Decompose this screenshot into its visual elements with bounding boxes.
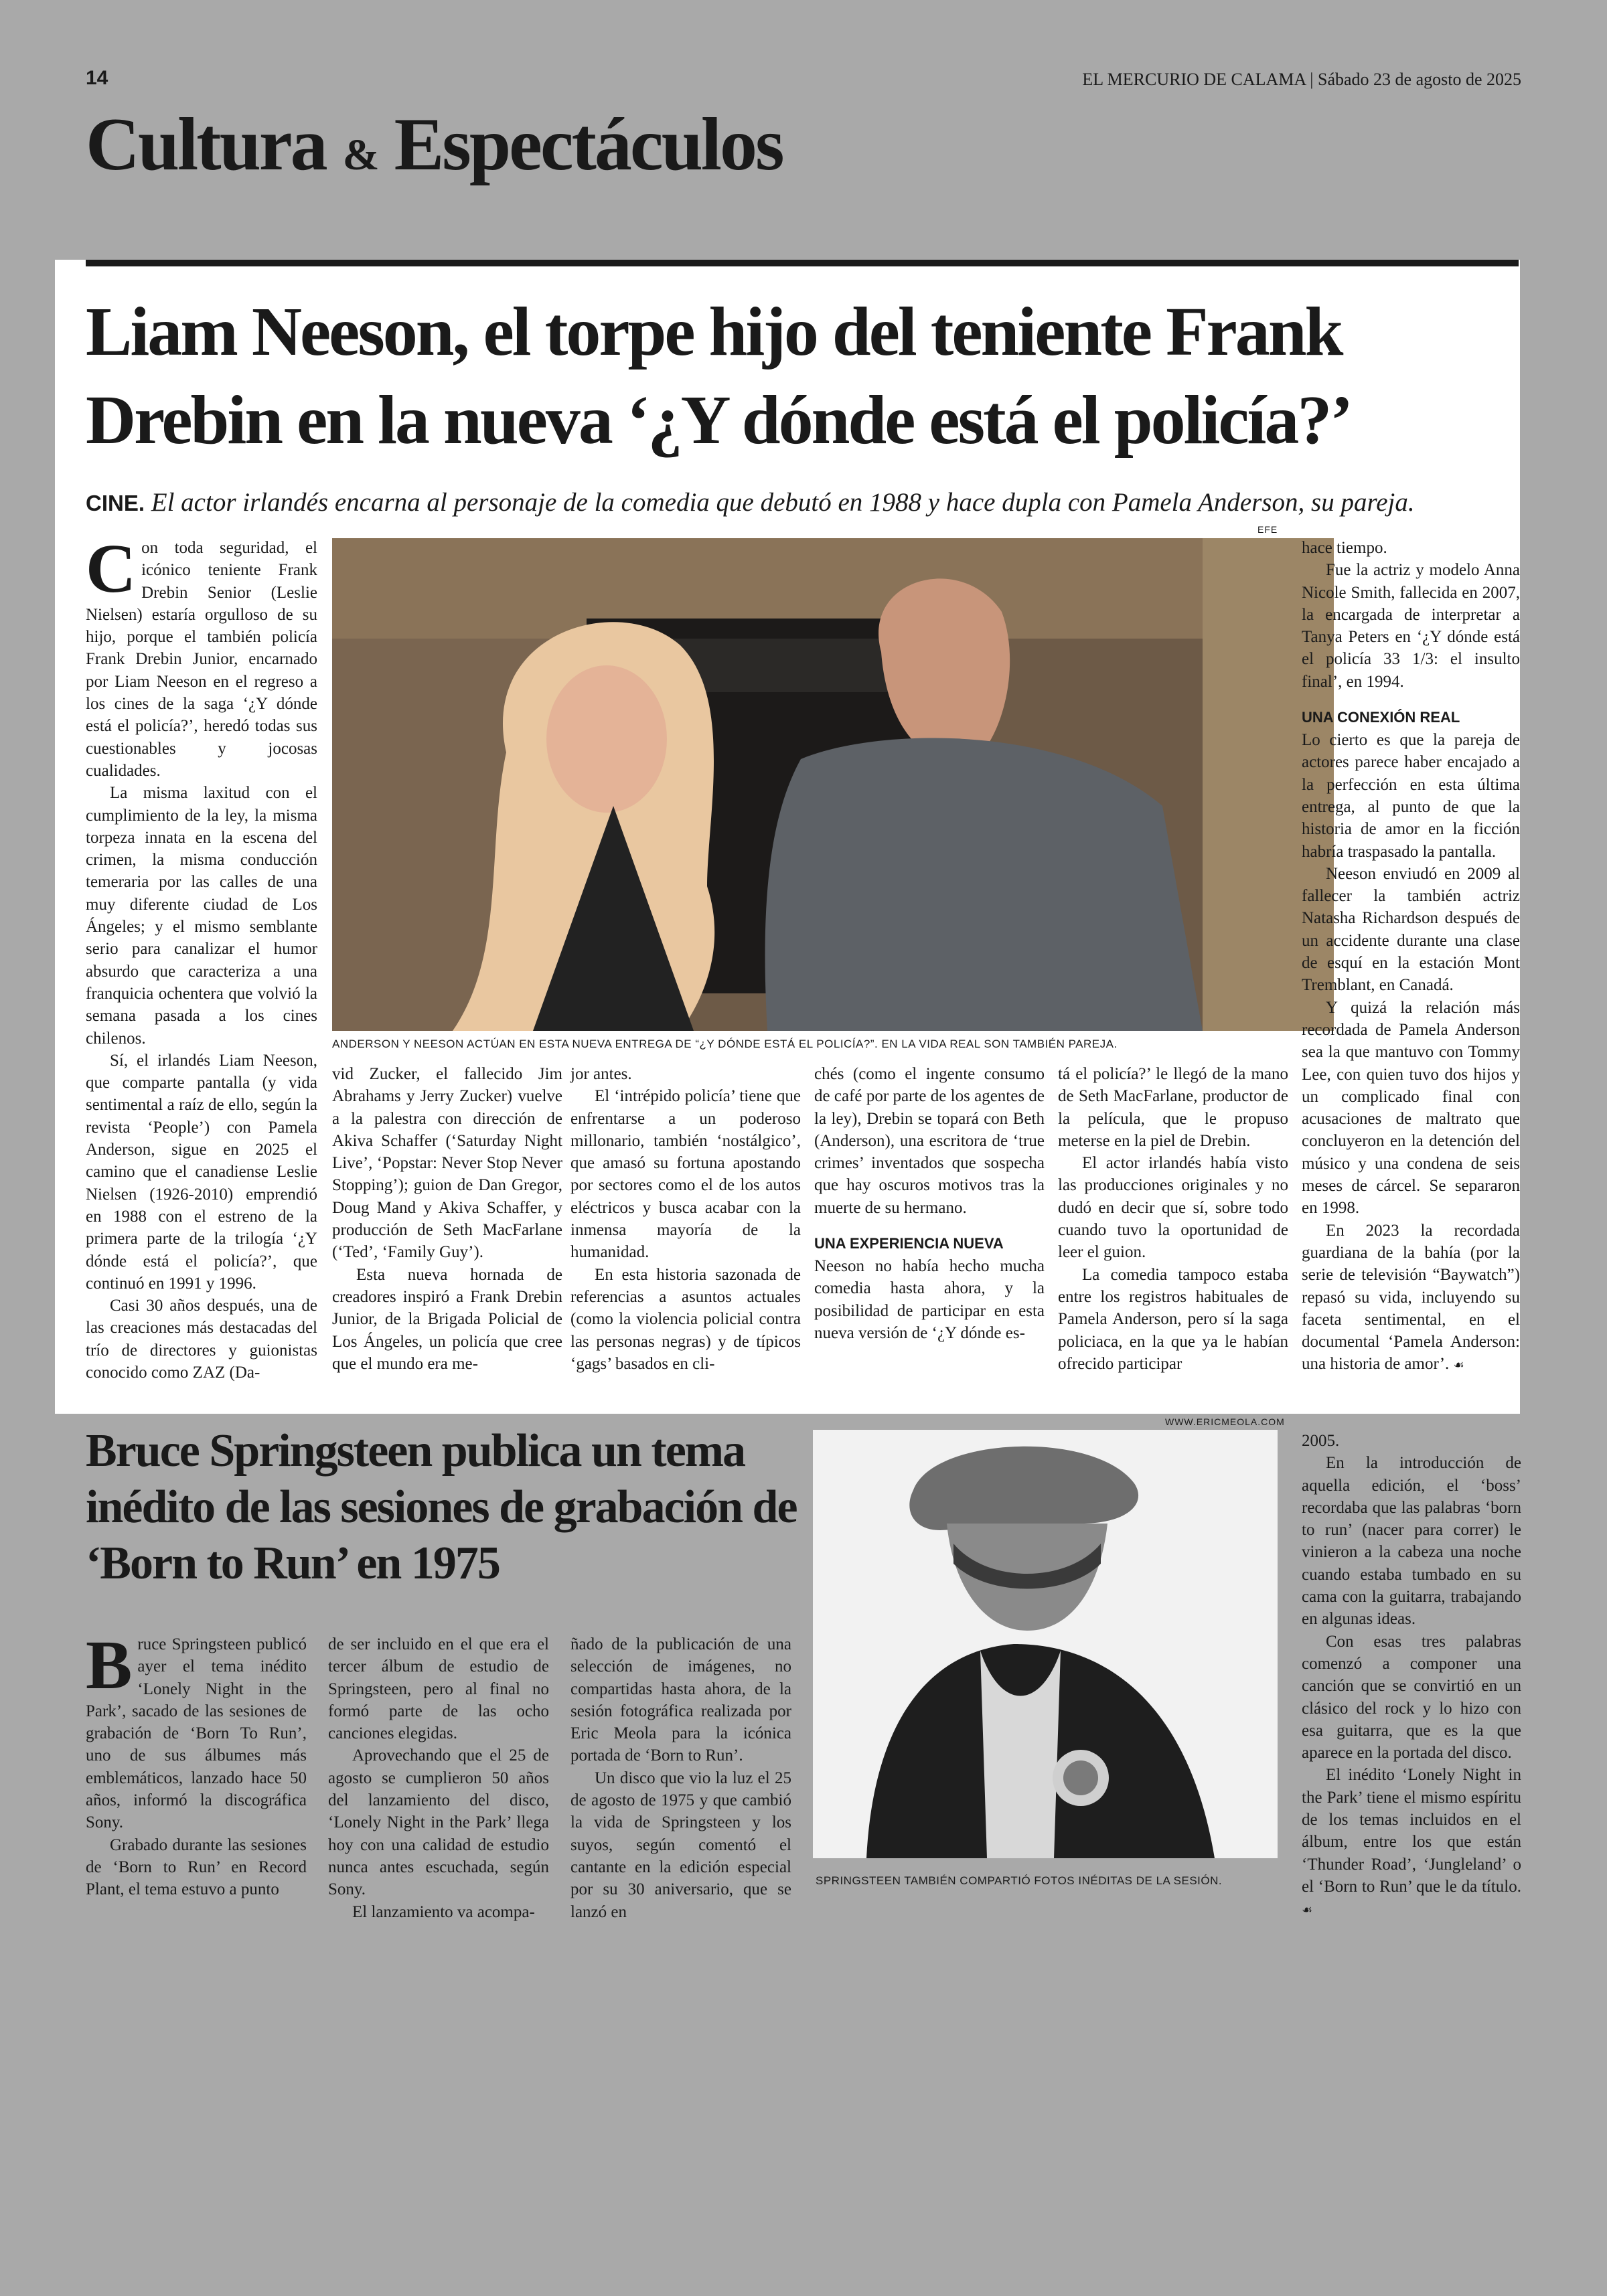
paragraph: El ‘intrépido policía’ tiene que enfrentarse a un poderoso millonario, también ‘nostálgico’, que amasó su fortuna apostando por sectores como el de los autos eléctricos y busca acabar con la inmensa mayoría de la humanidad. [570,1087,801,1262]
paragraph-text: En 2023 la recordada guardiana de la bahía (por la serie de televisión “Baywatch”) repasó su vida, incluyendo su faceta sentimental, en el documental ‘Pamela Anderson: una historia de amor’. [1302,1221,1520,1374]
photo-illustration [813,1430,1278,1858]
paragraph: vid Zucker, el fallecido Jim Abrahams y Jerry Zucker) vuelve a la palestra con dirección de Akiva Schaffer (‘Saturday Night Live’, ‘Popstar: Never Stop Never Stopping’); guion de Dan Gregor, Doug Mand y Akiva Schaffer, y producción de Seth MacFarlane (‘Ted’, ‘Family Guy’). [332,1065,562,1262]
section-title-a: Cultura [86,103,326,186]
headline-neeson: Liam Neeson, el torpe hijo del teniente Frank Drebin en la nueva ‘¿Y dónde está el policía?’ [86,293,1352,459]
section-title-b: Espectáculos [394,103,783,186]
paragraph: Sí, el irlandés Liam Neeson, que comparte pantalla (y vida sentimental a raíz de ello, según la revista ‘People’) con Pamela Anderson, sigue en 2025 el camino que el canadiense Leslie Nielsen (1926-2010) emprendió en 1988 con el estreno de la primera parte de la trilogía ‘¿Y dónde está el policía?’, que continuó en 1991 y 1996. [86,1051,317,1293]
subhead-text: El actor irlandés encarna al personaje de la comedia que debutó en 1988 y hace dupla con Pamela Anderson, su pareja. [151,488,1415,517]
paragraph: tá el policía?’ le llegó de la mano de Seth MacFarlane, productor de la película, que le propuso meterse en la piel de Drebin. [1058,1065,1288,1150]
paragraph: La misma laxitud con el cumplimiento de la ley, la misma torpeza innata en la escena del crimen, la misma conducción temeraria por las calles de una muy diferente ciudad de Los Ángeles; y el mismo semblante serio para canalizar el humor absurdo que caracteriza a una franquicia ochentera que volvió la semana pasada a los cines chilenos. [86,784,317,1048]
paragraph: El lanzamiento va acompa- [352,1902,535,1921]
section-title-amp: & [342,131,378,179]
photo-anderson-neeson [332,538,1334,1031]
photo-caption-neeson: ANDERSON Y NEESON ACTÚAN EN ESTA NUEVA ENTREGA DE “¿Y DÓNDE ESTÁ EL POLICÍA?”. EN LA VIDA REAL SON TAMBIÉN PAREJA. [332,1038,1118,1050]
paragraph: En la introducción de aquella edición, el ‘boss’ recordaba que las palabras ‘born to run’ (nacer para correr) le vinieron a la cabeza una noche cuando estaba tumbado en su cama con la guitarra, trabajando en algunas ideas. [1302,1454,1521,1629]
section-title [86,103,783,186]
paragraph: Grabado durante las sesiones de ‘Born to Run’ en Record Plant, el tema estuvo a punto [86,1835,307,1899]
paragraph: Esta nueva hornada de creadores inspiró a Frank Drebin Junior, de la Brigada Policial de Los Ángeles, un policía que cree que el mundo era me- [332,1265,562,1373]
page-number: 14 [86,67,108,89]
photo-credit-meola: WWW.ERICMEOLA.COM [1165,1416,1285,1427]
end-mark: ☙ [1453,1358,1464,1373]
paragraph: on toda seguridad, el icónico teniente Frank Drebin Senior (Leslie Nielsen) estaría orgulloso de su hijo, porque el también policía Frank Drebin Junior, encarnado por Liam Neeson en el regreso a los cines de la saga ‘¿Y dónde está el policía?’, heredó todas sus cuestionables y jocosas cualidades. [86,539,317,780]
subheading: UNA EXPERIENCIA NUEVA [814,1235,1004,1252]
photo-caption-springsteen: SPRINGSTEEN TAMBIÉN COMPARTIÓ FOTOS INÉDITAS DE LA SESIÓN. [816,1874,1223,1887]
article1-column-3 [570,1063,801,1375]
paragraph-text: El inédito ‘Lonely Night in the Park’ tiene el mismo espíritu de los temas incluidos en el álbum, entre los que están ‘Thunder Road’, ‘Jungleland’ o el ‘Born to Run’ que le da título. [1302,1766,1521,1896]
photo-illustration [332,538,1334,1031]
paragraph: Con esas tres palabras comenzó a componer una canción que se convirtió en un clásico del rock y lo hizo con esa guitarra, que es la que aparece en la portada del disco. [1302,1632,1521,1762]
subheading: UNA CONEXIÓN REAL [1302,709,1460,726]
dropcap: C [86,530,137,607]
paragraph: El actor irlandés había visto las producciones originales y no dudó en decir que sí, sobre todo cuando tuvo la oportunidad de leer el guion. [1058,1154,1288,1262]
photo-credit-efe: EFE [1257,524,1278,535]
paragraph: ruce Springsteen publicó ayer el tema inédito ‘Lonely Night in the Park’, sacado de las sesiones de grabación de ‘Born To Run’, uno de sus álbumes más emblemáticos, lanzado hace 50 años, informó la discográfica Sony. [86,1635,307,1832]
paragraph: jor antes. [570,1065,632,1083]
article2-column-3 [570,1633,791,1923]
article-neeson [55,260,1520,1414]
article1-column-1 [86,530,317,1384]
paragraph: Neeson enviudó en 2009 al fallecer la también actriz Natasha Richardson después de un accidente durante una clase de esquí en la estación Mont Tremblant, en Canadá. [1302,864,1520,995]
headline-springsteen: Bruce Springsteen publica un tema inédito de las sesiones de grabación de ‘Born to Run’ en 1975 [86,1425,797,1589]
paragraph: Fue la actriz y modelo Anna Nicole Smith, fallecida en 2007, la encargada de interpretar a Tanya Peters en ‘¿Y dónde está el policía 33 1/3: el insulto final’, en 1994. [1302,561,1520,691]
article1-column-6 [1302,537,1520,1377]
kicker: CINE. [86,491,145,515]
masthead: EL MERCURIO DE CALAMA | Sábado 23 de agosto de 2025 [1082,70,1521,89]
dropcap: B [86,1627,133,1704]
paragraph: Lo cierto es que la pareja de actores parece haber encajado a la perfección en esta última entrega, al punto de que la historia de amor en la ficción habría traspasado la pantalla. [1302,731,1520,861]
top-rule [86,260,1519,266]
article2-column-2 [328,1633,549,1923]
paragraph: Neeson no había hecho mucha comedia hasta ahora, y la posibilidad de participar en esta nueva versión de ‘¿Y dónde es- [814,1257,1045,1342]
article1-column-2 [332,1063,562,1375]
paragraph: de ser incluido en el que era el tercer álbum de estudio de Springsteen, pero al final no formó parte de las ocho canciones elegidas. [328,1635,549,1743]
subhead-neeson [86,487,1519,517]
paragraph: La comedia tampoco estaba entre los registros habituales de Pamela Anderson, pero sí la saga policiaca, en la que ya le habían ofrecido participar [1058,1265,1288,1373]
paragraph: Casi 30 años después, una de las creaciones más destacadas del trío de directores y guionistas conocido como ZAZ (Da- [86,1297,317,1382]
end-mark: ☙ [1302,1903,1313,1918]
paragraph: 2005. [1302,1432,1340,1450]
article2-column-4 [1302,1430,1521,1922]
article2-column-1 [86,1627,307,1901]
photo-springsteen [813,1430,1278,1858]
paragraph [1302,1764,1521,1921]
paragraph: Un disco que vio la luz el 25 de agosto de 1975 y que cambió la vida de Springsteen y los suyos, según comentó el cantante en la edición especial por su 30 aniversario, que se lanzó en [570,1769,791,1921]
paragraph [1302,1220,1520,1377]
paragraph: Y quizá la relación más recordada de Pamela Anderson sea la que mantuvo con Tommy Lee, con quien tuvo dos hijos y un complicado final con acusaciones de maltrato que concluyeron en la detención del músico y una condena de seis meses de cárcel. Se separaron en 1998. [1302,998,1520,1218]
paragraph: ñado de la publicación de una selección de imágenes, no compartidas hasta ahora, de la sesión fotográfica realizada por Eric Meola para la icónica portada de ‘Born to Run’. [570,1635,791,1765]
paragraph: Aprovechando que el 25 de agosto se cumplieron 50 años del lanzamiento del disco, ‘Lonely Night in the Park’ llega hoy con una calidad de estudio nunca antes escuchada, según Sony. [328,1746,549,1899]
article1-column-5 [1058,1063,1288,1375]
article1-column-4 [814,1063,1045,1344]
paragraph: hace tiempo. [1302,539,1387,557]
paragraph: chés (como el ingente consumo de café por parte de los agentes de la ley), Drebin se topará con Beth (Anderson), una escritora de ‘true crimes’ inventados que sospecha que hay oscuros motivos tras la muerte de su hermano. [814,1065,1045,1217]
paragraph: En esta historia sazonada de referencias a asuntos actuales (como la violencia policial contra las personas negras) y de típicos ‘gags’ basados en cli- [570,1265,801,1373]
